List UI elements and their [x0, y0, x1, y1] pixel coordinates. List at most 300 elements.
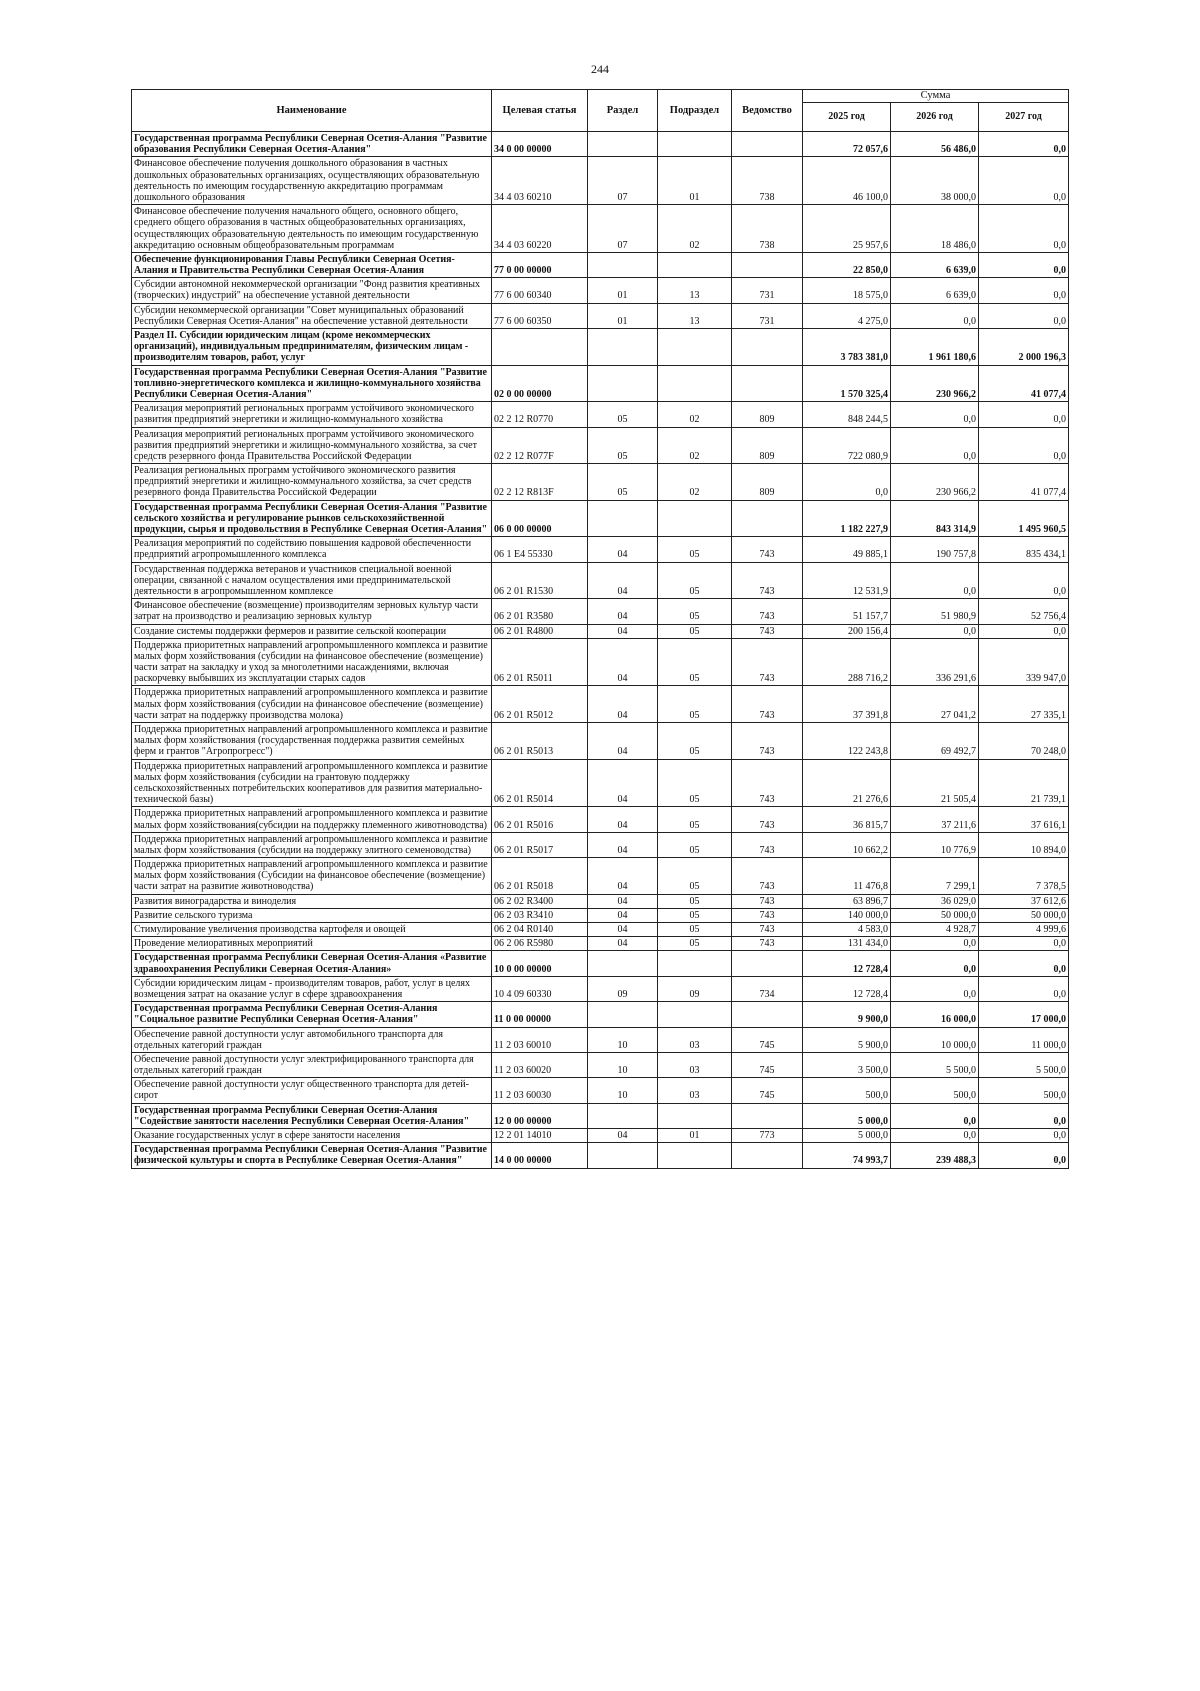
- table-row: [132, 599, 1069, 624]
- row-section: 04: [588, 723, 658, 760]
- table-row: [132, 329, 1069, 366]
- row-subsection: 05: [658, 923, 732, 937]
- row-amount-2026: 0,0: [891, 976, 979, 1001]
- row-name: Поддержка приоритетных направлений агропромышленного комплекса и развитие малых форм хозяйствования (государственная поддержка развития семейных ферм и грантов "Агропрогресс"): [132, 723, 492, 760]
- row-department: 745: [732, 1027, 803, 1052]
- row-department: 743: [732, 937, 803, 951]
- row-amount-2026: 190 757,8: [891, 537, 979, 562]
- row-target-article: 02 0 00 00000: [492, 365, 588, 402]
- row-target-article: 06 2 01 R1530: [492, 562, 588, 599]
- table-row: [132, 157, 1069, 205]
- row-name: Обеспечение функционирования Главы Республики Северная Осетия-Алания и Правительства Республики Северная Осетия-Алания: [132, 252, 492, 277]
- table-row: [132, 1129, 1069, 1143]
- table-row: [132, 303, 1069, 328]
- row-subsection: 05: [658, 638, 732, 686]
- row-target-article: 14 0 00 00000: [492, 1143, 588, 1168]
- row-amount-2027: 5 500,0: [979, 1052, 1069, 1077]
- row-target-article: 02 2 12 R0770: [492, 402, 588, 427]
- row-amount-2027: 0,0: [979, 951, 1069, 976]
- row-section: 04: [588, 599, 658, 624]
- table-row: [132, 278, 1069, 303]
- table-body: [132, 132, 1069, 1169]
- row-amount-2025: 140 000,0: [803, 908, 891, 922]
- row-amount-2026: 1 961 180,6: [891, 329, 979, 366]
- row-subsection: [658, 132, 732, 157]
- row-name: Обеспечение равной доступности услуг электрифицированного транспорта для отдельных категорий граждан: [132, 1052, 492, 1077]
- row-target-article: 06 2 01 R5018: [492, 858, 588, 895]
- row-amount-2026: 6 639,0: [891, 278, 979, 303]
- row-amount-2026: 0,0: [891, 1103, 979, 1128]
- row-amount-2027: 41 077,4: [979, 365, 1069, 402]
- row-amount-2026: 6 639,0: [891, 252, 979, 277]
- row-department: [732, 1143, 803, 1168]
- row-amount-2026: 50 000,0: [891, 908, 979, 922]
- row-department: 734: [732, 976, 803, 1001]
- row-amount-2025: 21 276,6: [803, 759, 891, 807]
- row-name: Стимулирование увеличения производства картофеля и овощей: [132, 923, 492, 937]
- row-amount-2027: 41 077,4: [979, 464, 1069, 501]
- row-amount-2025: 131 434,0: [803, 937, 891, 951]
- row-target-article: [492, 329, 588, 366]
- row-subsection: 02: [658, 402, 732, 427]
- table-row: [132, 365, 1069, 402]
- row-section: 04: [588, 537, 658, 562]
- row-amount-2026: 239 488,3: [891, 1143, 979, 1168]
- row-amount-2025: 5 000,0: [803, 1129, 891, 1143]
- row-section: 09: [588, 976, 658, 1001]
- row-amount-2025: 0,0: [803, 464, 891, 501]
- row-amount-2027: 0,0: [979, 427, 1069, 464]
- row-amount-2026: 230 966,2: [891, 464, 979, 501]
- row-amount-2026: 37 211,6: [891, 807, 979, 832]
- table-row: [132, 1103, 1069, 1128]
- row-amount-2027: 0,0: [979, 624, 1069, 638]
- row-target-article: 06 2 01 R5016: [492, 807, 588, 832]
- header-section: Раздел: [588, 90, 658, 132]
- row-name: Государственная программа Республики Северная Осетия-Алания "Развитие сельского хозяйства и регулирование рынков сельскохозяйственной продукции, сырья и продовольствия в Республике Северная Осетия-Алания": [132, 500, 492, 537]
- row-section: 04: [588, 832, 658, 857]
- table-row: [132, 832, 1069, 857]
- row-section: [588, 1002, 658, 1027]
- row-subsection: 05: [658, 832, 732, 857]
- row-amount-2026: 0,0: [891, 624, 979, 638]
- row-amount-2026: 10 776,9: [891, 832, 979, 857]
- row-amount-2026: 500,0: [891, 1078, 979, 1103]
- row-name: Реализация мероприятий региональных программ устойчивого экономического развития предприятий энергетики и жилищно-коммунального хозяйства: [132, 402, 492, 427]
- row-target-article: 02 2 12 R813F: [492, 464, 588, 501]
- row-amount-2025: 4 275,0: [803, 303, 891, 328]
- row-amount-2027: 0,0: [979, 402, 1069, 427]
- row-amount-2027: 339 947,0: [979, 638, 1069, 686]
- row-amount-2027: 0,0: [979, 976, 1069, 1001]
- row-amount-2026: 38 000,0: [891, 157, 979, 205]
- row-name: Обеспечение равной доступности услуг автомобильного транспорта для отдельных категорий граждан: [132, 1027, 492, 1052]
- row-amount-2025: 500,0: [803, 1078, 891, 1103]
- row-amount-2025: 3 783 381,0: [803, 329, 891, 366]
- row-name: Проведение мелиоративных мероприятий: [132, 937, 492, 951]
- row-amount-2026: 0,0: [891, 303, 979, 328]
- row-amount-2026: 27 041,2: [891, 686, 979, 723]
- row-target-article: 06 2 01 R5013: [492, 723, 588, 760]
- row-subsection: [658, 1103, 732, 1128]
- row-subsection: 13: [658, 303, 732, 328]
- row-name: Поддержка приоритетных направлений агропромышленного комплекса и развитие малых форм хозяйствования (Субсидии на финансовое обеспечение (возмещение) части затрат на развитие животноводства): [132, 858, 492, 895]
- row-amount-2027: 0,0: [979, 1129, 1069, 1143]
- row-subsection: 05: [658, 537, 732, 562]
- row-amount-2027: 11 000,0: [979, 1027, 1069, 1052]
- row-target-article: 06 2 06 R5980: [492, 937, 588, 951]
- row-name: Реализация мероприятий региональных программ устойчивого экономического развития предприятий энергетики и жилищно-коммунального хозяйства, за счет средств резервного фонда Правительства Российской Федерации: [132, 427, 492, 464]
- row-amount-2025: 1 182 227,9: [803, 500, 891, 537]
- row-target-article: 11 2 03 60020: [492, 1052, 588, 1077]
- row-amount-2027: 500,0: [979, 1078, 1069, 1103]
- row-section: 04: [588, 894, 658, 908]
- row-amount-2026: 230 966,2: [891, 365, 979, 402]
- row-section: [588, 329, 658, 366]
- row-amount-2026: 5 500,0: [891, 1052, 979, 1077]
- table-row: [132, 894, 1069, 908]
- row-target-article: 11 0 00 00000: [492, 1002, 588, 1027]
- row-section: 04: [588, 858, 658, 895]
- table-row: [132, 759, 1069, 807]
- row-section: [588, 500, 658, 537]
- row-target-article: 34 4 03 60220: [492, 205, 588, 253]
- row-name: Поддержка приоритетных направлений агропромышленного комплекса и развитие малых форм хозяйствования (субсидии на финансовое обеспечение (возмещение) части затрат на закладку и уход за многолетними насаждениями, включая раскорчевку выбывших из эксплуатации старых садов: [132, 638, 492, 686]
- row-department: 743: [732, 537, 803, 562]
- row-section: 10: [588, 1027, 658, 1052]
- row-department: [732, 252, 803, 277]
- row-section: 04: [588, 807, 658, 832]
- row-department: [732, 132, 803, 157]
- row-department: 773: [732, 1129, 803, 1143]
- row-target-article: 06 2 03 R3410: [492, 908, 588, 922]
- table-row: [132, 427, 1069, 464]
- row-amount-2027: 0,0: [979, 1103, 1069, 1128]
- row-amount-2027: 37 616,1: [979, 807, 1069, 832]
- row-amount-2026: 16 000,0: [891, 1002, 979, 1027]
- table-row: [132, 205, 1069, 253]
- row-department: [732, 1002, 803, 1027]
- row-department: 745: [732, 1052, 803, 1077]
- row-amount-2025: 36 815,7: [803, 807, 891, 832]
- row-department: [732, 951, 803, 976]
- row-name: Обеспечение равной доступности услуг общественного транспорта для детей-сирот: [132, 1078, 492, 1103]
- row-name: Реализация мероприятий по содействию повышения кадровой обеспеченности предприятий агропромышленного комплекса: [132, 537, 492, 562]
- row-amount-2025: 49 885,1: [803, 537, 891, 562]
- row-amount-2025: 37 391,8: [803, 686, 891, 723]
- row-amount-2027: 0,0: [979, 303, 1069, 328]
- budget-table: [131, 89, 1069, 1169]
- row-name: Поддержка приоритетных направлений агропромышленного комплекса и развитие малых форм хозяйствования(субсидии на поддержку племенного животноводства): [132, 807, 492, 832]
- row-department: 731: [732, 303, 803, 328]
- row-section: 04: [588, 908, 658, 922]
- row-subsection: 05: [658, 599, 732, 624]
- row-subsection: 03: [658, 1027, 732, 1052]
- row-target-article: 34 4 03 60210: [492, 157, 588, 205]
- row-amount-2025: 11 476,8: [803, 858, 891, 895]
- row-subsection: 05: [658, 723, 732, 760]
- row-section: [588, 951, 658, 976]
- row-target-article: 06 2 01 R4800: [492, 624, 588, 638]
- row-amount-2025: 46 100,0: [803, 157, 891, 205]
- row-department: 743: [732, 759, 803, 807]
- row-subsection: 13: [658, 278, 732, 303]
- table-row: [132, 132, 1069, 157]
- row-department: 809: [732, 464, 803, 501]
- table-row: [132, 923, 1069, 937]
- row-amount-2025: 12 531,9: [803, 562, 891, 599]
- table-row: [132, 1027, 1069, 1052]
- table-row: [132, 638, 1069, 686]
- row-amount-2025: 9 900,0: [803, 1002, 891, 1027]
- row-name: Субсидии юридическим лицам - производителям товаров, работ, услуг в целях возмещения затрат на оказание услуг в сфере здравоохранения: [132, 976, 492, 1001]
- header-2027: 2027 год: [979, 103, 1069, 132]
- row-name: Поддержка приоритетных направлений агропромышленного комплекса и развитие малых форм хозяйствования (субсидии на грантовую поддержку сельскохозяйственных потребительских кооперативов для развития материально-технической базы): [132, 759, 492, 807]
- row-amount-2027: 37 612,6: [979, 894, 1069, 908]
- row-amount-2025: 4 583,0: [803, 923, 891, 937]
- table-row: [132, 624, 1069, 638]
- row-amount-2025: 12 728,4: [803, 976, 891, 1001]
- table-row: [132, 937, 1069, 951]
- row-target-article: 06 2 01 R5014: [492, 759, 588, 807]
- row-target-article: 06 1 E4 55330: [492, 537, 588, 562]
- row-section: [588, 365, 658, 402]
- row-amount-2027: 1 495 960,5: [979, 500, 1069, 537]
- row-amount-2025: 12 728,4: [803, 951, 891, 976]
- header-sum: Сумма: [803, 90, 1069, 103]
- table-row: [132, 686, 1069, 723]
- row-amount-2025: 25 957,6: [803, 205, 891, 253]
- header-name: Наименование: [132, 90, 492, 132]
- row-target-article: 11 2 03 60030: [492, 1078, 588, 1103]
- row-amount-2027: 0,0: [979, 278, 1069, 303]
- row-amount-2025: 18 575,0: [803, 278, 891, 303]
- table-row: [132, 976, 1069, 1001]
- row-amount-2026: 18 486,0: [891, 205, 979, 253]
- row-name: Поддержка приоритетных направлений агропромышленного комплекса и развитие малых форм хозяйствования (субсидии на финансовое обеспечение (возмещение) части затрат на поддержку производства молока): [132, 686, 492, 723]
- row-amount-2025: 122 243,8: [803, 723, 891, 760]
- row-subsection: 05: [658, 908, 732, 922]
- row-amount-2026: 4 928,7: [891, 923, 979, 937]
- row-department: 743: [732, 858, 803, 895]
- row-amount-2027: 0,0: [979, 132, 1069, 157]
- table-row: [132, 858, 1069, 895]
- row-name: Финансовое обеспечение получения дошкольного образования в частных дошкольных образовательных организациях, осуществляющих образовательную деятельность по имеющим государственную аккредитацию программам дошкольного образования: [132, 157, 492, 205]
- row-amount-2026: 36 029,0: [891, 894, 979, 908]
- row-section: 04: [588, 562, 658, 599]
- table-row: [132, 537, 1069, 562]
- row-amount-2025: 722 080,9: [803, 427, 891, 464]
- row-subsection: 05: [658, 759, 732, 807]
- row-subsection: [658, 1002, 732, 1027]
- row-name: Государственная программа Республики Северная Осетия-Алания "Развитие образования Республики Северная Осетия-Алания": [132, 132, 492, 157]
- table-row: [132, 1002, 1069, 1027]
- row-section: 01: [588, 278, 658, 303]
- row-department: 743: [732, 686, 803, 723]
- row-subsection: 02: [658, 205, 732, 253]
- header-2026: 2026 год: [891, 103, 979, 132]
- row-department: 731: [732, 278, 803, 303]
- row-amount-2027: 835 434,1: [979, 537, 1069, 562]
- row-amount-2027: 0,0: [979, 157, 1069, 205]
- row-amount-2027: 70 248,0: [979, 723, 1069, 760]
- row-section: 04: [588, 759, 658, 807]
- row-subsection: 03: [658, 1052, 732, 1077]
- row-amount-2026: 0,0: [891, 1129, 979, 1143]
- row-amount-2026: 7 299,1: [891, 858, 979, 895]
- row-amount-2027: 0,0: [979, 937, 1069, 951]
- row-subsection: 05: [658, 686, 732, 723]
- row-department: [732, 365, 803, 402]
- page-number: 244: [591, 62, 609, 76]
- row-section: 04: [588, 624, 658, 638]
- row-amount-2025: 10 662,2: [803, 832, 891, 857]
- row-section: 04: [588, 686, 658, 723]
- row-name: Финансовое обеспечение (возмещение) производителям зерновых культур части затрат на производство и реализацию зерновых культур: [132, 599, 492, 624]
- row-amount-2027: 17 000,0: [979, 1002, 1069, 1027]
- row-target-article: 12 2 01 14010: [492, 1129, 588, 1143]
- row-department: 743: [732, 562, 803, 599]
- header-department: Ведомство: [732, 90, 803, 132]
- table-row: [132, 908, 1069, 922]
- table-row: [132, 951, 1069, 976]
- row-subsection: 02: [658, 427, 732, 464]
- row-name: Государственная программа Республики Северная Осетия-Алания "Социальное развитие Республики Северная Осетия-Алания": [132, 1002, 492, 1027]
- row-amount-2025: 200 156,4: [803, 624, 891, 638]
- row-amount-2027: 0,0: [979, 1143, 1069, 1168]
- row-department: [732, 329, 803, 366]
- table-row: [132, 252, 1069, 277]
- row-section: [588, 252, 658, 277]
- row-department: [732, 500, 803, 537]
- header-2025: 2025 год: [803, 103, 891, 132]
- header-article: Целевая статья: [492, 90, 588, 132]
- table-row: [132, 1143, 1069, 1168]
- row-amount-2025: 1 570 325,4: [803, 365, 891, 402]
- table-row: [132, 1078, 1069, 1103]
- row-name: Субсидии некоммерческой организации "Совет муниципальных образований Республики Северная Осетия-Алания" на обеспечение уставной деятельности: [132, 303, 492, 328]
- row-target-article: 12 0 00 00000: [492, 1103, 588, 1128]
- table-row: [132, 562, 1069, 599]
- row-section: [588, 1103, 658, 1128]
- row-subsection: 05: [658, 562, 732, 599]
- row-amount-2025: 3 500,0: [803, 1052, 891, 1077]
- row-target-article: 02 2 12 R077F: [492, 427, 588, 464]
- row-amount-2027: 7 378,5: [979, 858, 1069, 895]
- row-name: Государственная программа Республики Северная Осетия-Алания "Развитие физической культуры и спорта в Республике Северная Осетия-Алания": [132, 1143, 492, 1168]
- row-target-article: 06 2 01 R5011: [492, 638, 588, 686]
- row-target-article: 06 2 01 R3580: [492, 599, 588, 624]
- row-section: 05: [588, 402, 658, 427]
- row-amount-2027: 0,0: [979, 205, 1069, 253]
- row-target-article: 77 6 00 60350: [492, 303, 588, 328]
- row-department: 809: [732, 402, 803, 427]
- row-section: 10: [588, 1052, 658, 1077]
- row-subsection: 02: [658, 464, 732, 501]
- row-amount-2027: 21 739,1: [979, 759, 1069, 807]
- row-department: 743: [732, 908, 803, 922]
- row-subsection: [658, 329, 732, 366]
- row-amount-2026: 843 314,9: [891, 500, 979, 537]
- row-name: Поддержка приоритетных направлений агропромышленного комплекса и развитие малых форм хозяйствования (субсидии на поддержку элитного семеноводства): [132, 832, 492, 857]
- row-amount-2027: 10 894,0: [979, 832, 1069, 857]
- row-amount-2025: 51 157,7: [803, 599, 891, 624]
- row-section: 05: [588, 427, 658, 464]
- row-name: Государственная поддержка ветеранов и участников специальной военной операции, связанной с началом осуществления ими предпринимательской деятельности в агропромышленном комплексе: [132, 562, 492, 599]
- row-amount-2026: 0,0: [891, 951, 979, 976]
- row-amount-2027: 4 999,6: [979, 923, 1069, 937]
- row-department: 743: [732, 807, 803, 832]
- row-target-article: 06 2 04 R0140: [492, 923, 588, 937]
- table-row: [132, 500, 1069, 537]
- row-name: Государственная программа Республики Северная Осетия-Алания «Развитие здравоохранения Республики Северная Осетия-Алания»: [132, 951, 492, 976]
- row-amount-2025: 5 000,0: [803, 1103, 891, 1128]
- row-amount-2027: 2 000 196,3: [979, 329, 1069, 366]
- row-target-article: 06 2 02 R3400: [492, 894, 588, 908]
- row-amount-2025: 848 244,5: [803, 402, 891, 427]
- row-amount-2025: 63 896,7: [803, 894, 891, 908]
- row-subsection: [658, 951, 732, 976]
- row-subsection: [658, 365, 732, 402]
- table-row: [132, 807, 1069, 832]
- row-subsection: [658, 500, 732, 537]
- row-amount-2026: 56 486,0: [891, 132, 979, 157]
- row-amount-2025: 74 993,7: [803, 1143, 891, 1168]
- row-subsection: 03: [658, 1078, 732, 1103]
- row-amount-2026: 51 980,9: [891, 599, 979, 624]
- row-department: [732, 1103, 803, 1128]
- row-section: 05: [588, 464, 658, 501]
- row-amount-2025: 288 716,2: [803, 638, 891, 686]
- row-name: Создание системы поддержки фермеров и развитие сельской кооперации: [132, 624, 492, 638]
- row-department: 743: [732, 599, 803, 624]
- row-amount-2026: 0,0: [891, 427, 979, 464]
- row-amount-2026: 0,0: [891, 562, 979, 599]
- row-subsection: 05: [658, 894, 732, 908]
- table-row: [132, 402, 1069, 427]
- row-target-article: 77 0 00 00000: [492, 252, 588, 277]
- row-section: 10: [588, 1078, 658, 1103]
- row-department: 743: [732, 624, 803, 638]
- row-amount-2027: 52 756,4: [979, 599, 1069, 624]
- row-name: Государственная программа Республики Северная Осетия-Алания "Содействие занятости населения Республики Северная Осетия-Алания": [132, 1103, 492, 1128]
- row-name: Развития виноградарства и виноделия: [132, 894, 492, 908]
- row-subsection: 01: [658, 1129, 732, 1143]
- row-section: 04: [588, 923, 658, 937]
- row-amount-2026: 69 492,7: [891, 723, 979, 760]
- row-department: 745: [732, 1078, 803, 1103]
- row-amount-2026: 0,0: [891, 402, 979, 427]
- row-section: [588, 1143, 658, 1168]
- row-name: Реализация региональных программ устойчивого экономического развития предприятий энергетики и жилищно-коммунального хозяйства, за счет средств резервного фонда Правительства Российской Федерации: [132, 464, 492, 501]
- row-subsection: 05: [658, 858, 732, 895]
- row-section: 04: [588, 638, 658, 686]
- row-subsection: 09: [658, 976, 732, 1001]
- row-target-article: 10 0 00 00000: [492, 951, 588, 976]
- row-section: 04: [588, 1129, 658, 1143]
- row-amount-2026: 21 505,4: [891, 759, 979, 807]
- row-section: [588, 132, 658, 157]
- row-name: Раздел II. Субсидии юридическим лицам (кроме некоммерческих организаций), индивидуальным предпринимателям, физическим лицам - производителям товаров, работ, услуг: [132, 329, 492, 366]
- row-name: Государственная программа Республики Северная Осетия-Алания "Развитие топливно-энергетического комплекса и жилищно-коммунального хозяйства Республики Северная Осетия-Алания": [132, 365, 492, 402]
- row-section: 01: [588, 303, 658, 328]
- row-department: 743: [732, 832, 803, 857]
- row-target-article: 06 2 01 R5017: [492, 832, 588, 857]
- table-row: [132, 1052, 1069, 1077]
- table-row: [132, 723, 1069, 760]
- row-amount-2025: 72 057,6: [803, 132, 891, 157]
- row-subsection: 01: [658, 157, 732, 205]
